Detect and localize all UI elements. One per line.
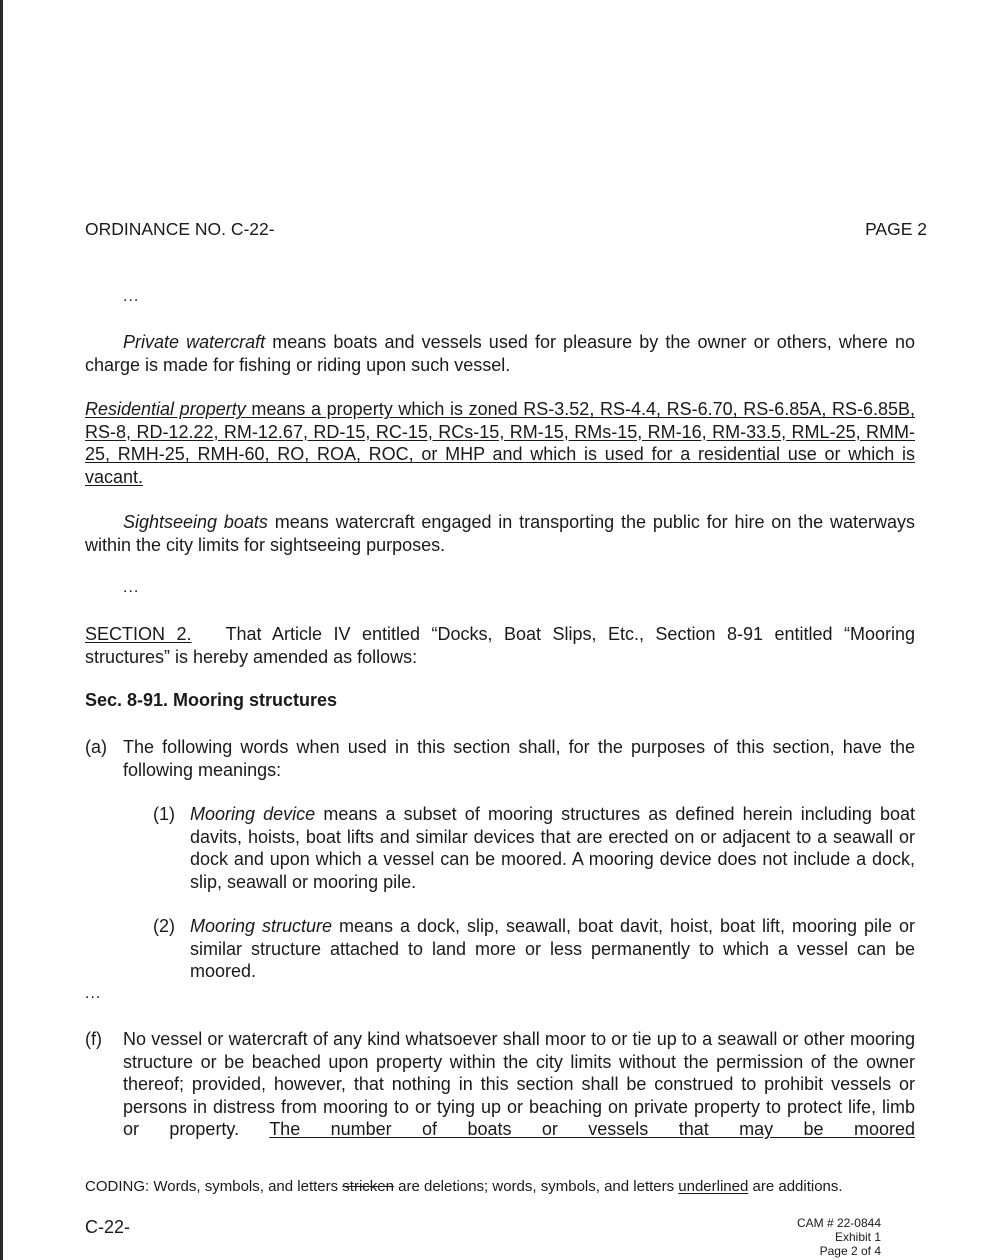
- text-private-watercraft: means boats and vessels used for pleasure by the owner or others, where no charge is made for fishing or riding upon such vessel.: [85, 332, 915, 375]
- section-2-text: That Article IV entitled “Docks, Boat Slips, Etc., Section 8-91 entitled “Mooring structures” is hereby amended as follows:: [85, 624, 915, 667]
- text-mooring-device: means a subset of mooring structures as defined herein including boat davits, hoists, boat lifts and similar devices that are erected on or adjacent to a seawall or dock and upon which a vessel can be moored. A mooring device does not include a dock, slip, seawall or mooring pile.: [190, 804, 915, 892]
- item-1-label: (1): [153, 804, 175, 824]
- section-2-label: SECTION 2.: [85, 624, 192, 644]
- footer-cam-number: CAM # 22-0844: [796, 1216, 881, 1230]
- item-1-text: [190, 803, 915, 893]
- section-2: [85, 623, 915, 668]
- item-f-added: The number of boats or vessels that may be moored: [269, 1119, 915, 1139]
- coding-legend: [85, 1178, 843, 1195]
- footer-exhibit-block: [797, 1216, 881, 1258]
- term-mooring-structure: Mooring structure: [190, 916, 333, 936]
- section-heading: Sec. 8-91. Mooring structures: [85, 690, 338, 710]
- item-a-label: (a): [85, 737, 107, 757]
- term-residential-property: Residential property: [85, 399, 246, 419]
- ellipsis: ...: [123, 288, 140, 305]
- ellipsis: ...: [123, 579, 140, 596]
- ordinance-number: ORDINANCE NO. C-22-: [85, 219, 275, 239]
- term-mooring-device: Mooring device: [190, 804, 316, 824]
- page-edge: [0, 0, 3, 1260]
- footer-exhibit: Exhibit 1: [834, 1230, 881, 1244]
- footer-page-of: Page 2 of 4: [819, 1244, 881, 1258]
- term-private-watercraft: Private watercraft: [123, 332, 266, 352]
- page-number: PAGE 2: [865, 219, 927, 239]
- item-f-main: No vessel or watercraft of any kind whatsoever shall moor to or tie up to a seawall or other mooring structure or be beached upon property within the city limits without the permission of the owner thereof; provided, however, that nothing in this section shall be construed to prohibit vessels or persons in distress from mooring to or tying up or beaching on private property to protect life, limb or property.: [123, 1029, 915, 1139]
- item-f-text: [123, 1028, 915, 1141]
- coding-stricken: stricken: [342, 1178, 394, 1195]
- item-a-text: The following words when used in this section shall, for the purposes of this section, have the following meanings:: [123, 737, 915, 780]
- item-f-label: (f): [85, 1029, 102, 1049]
- definition-private-watercraft: [85, 331, 915, 376]
- coding-middle: are deletions; words, symbols, and letters: [393, 1178, 679, 1195]
- coding-suffix: are additions.: [748, 1178, 843, 1195]
- footer-ordinance: C-22-: [85, 1217, 131, 1237]
- definition-residential-property: [85, 398, 915, 488]
- text-mooring-structure: means a dock, slip, seawall, boat davit, hoist, boat lift, mooring pile or similar structure attached to land more or less permanently to which a vessel can be moored.: [190, 916, 915, 981]
- term-sightseeing-boats: Sightseeing boats: [123, 512, 268, 532]
- item-2-text: [190, 915, 915, 983]
- coding-prefix: CODING: Words, symbols, and letters: [85, 1178, 343, 1195]
- text-sightseeing-boats: means watercraft engaged in transporting the public for hire on the waterways within the city limits for sightseeing purposes.: [85, 512, 915, 555]
- definition-sightseeing-boats: [85, 511, 915, 556]
- coding-underlined: underlined: [678, 1178, 749, 1195]
- ellipsis: ...: [85, 985, 102, 1002]
- item-2-label: (2): [153, 916, 175, 936]
- text-residential-property: means a property which is zoned RS-3.52, RS-4.4, RS-6.70, RS-6.85A, RS-6.85B, RS-8, RD-12.22, RM-12.67, RD-15, RC-15, RCs-15, RM-15, RMs-15, RM-16, RM-33.5, RML-25, RMM-25, RMH-25, RMH-60, RO, ROA, ROC, or MHP and which is used for a residential use or which is vacant.: [85, 399, 915, 487]
